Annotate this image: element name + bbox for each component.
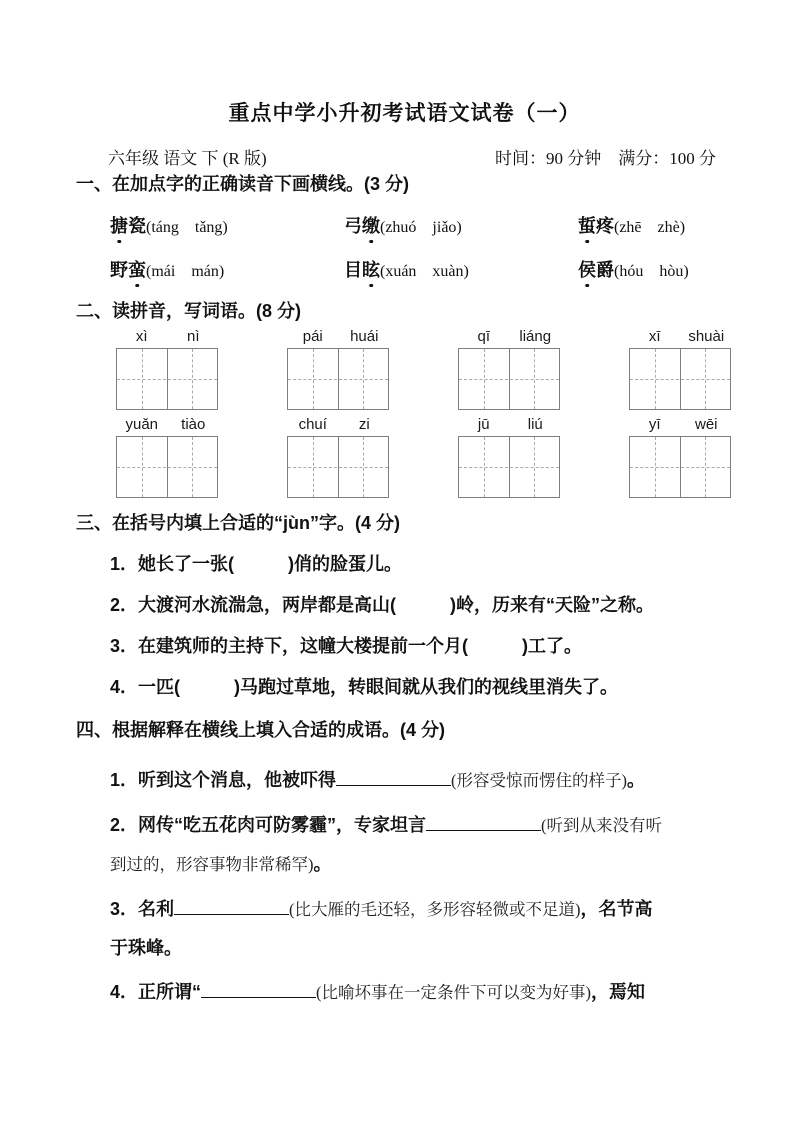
writing-grid-cell [630,437,680,497]
idiom-item: 2．网传“吃五花肉可防雾霾”，专家坦言 (听到从来没有听 到过的，形容事物非常稀罕)。 [110,815,663,874]
answer-blank [336,771,451,786]
writing-grid-cell [680,437,731,497]
writing-grid-cell [167,437,218,497]
writing-grid [458,348,560,410]
idiom-item: 1．听到这个消息，他被吓得 (形容受惊而愣住的样子)。 [110,770,646,790]
pinyin-options: (táng tǎng) [146,219,228,236]
writing-grid [287,436,389,498]
dotted-char: 缴 [362,212,380,240]
writing-grid-cell [167,349,218,409]
answer-blank [174,900,289,915]
writing-grid [116,348,218,410]
pinyin-grid-group [629,328,732,410]
pinyin-grid-group [287,328,390,410]
pinyin-label: yī wēi [648,416,718,433]
writing-grid-cell [117,437,167,497]
answer-blank [426,816,541,831]
pron-item: 搪瓷(táng tǎng) [110,212,344,242]
writing-grid-cell [459,437,509,497]
pinyin-options: (hóu hòu) [614,263,689,280]
pinyin-label: qī liáng [477,328,552,345]
exam-meta [76,147,716,171]
pinyin-grid-group [116,328,219,410]
pinyin-label: yuǎn tiào [125,416,206,433]
section-3-items [76,550,733,701]
dotted-char: 蜇 [578,212,596,240]
pron-item: 弓缴(zhuó jiǎo) [344,212,578,242]
pinyin-grid-group [629,416,732,498]
section-3-heading: 三、在括号内填上合适的“jùn”字。(4 分) [76,513,400,533]
time-score-label: 时间：90 分钟 满分：100 分 [495,149,716,168]
writing-grid-row-1 [116,328,733,410]
pinyin-grid-group [458,416,561,498]
pinyin-label: xì nì [135,328,200,345]
explanation-text: 到过的，形容事物非常稀罕) [110,855,314,874]
section-2-heading: 二、读拼音，写词语。(8 分) [76,301,301,321]
pinyin-label: chuí zi [298,416,370,433]
fill-bracket-item: 1．她长了一张( )俏的脸蛋儿。 [110,554,402,574]
writing-grid [287,348,389,410]
dotted-char: 搪 [110,212,128,240]
writing-grid-cell [509,349,560,409]
idiom-item: 4．正所谓“ (比喻坏事在一定条件下可以变为好事)，焉知 [110,982,646,1002]
pron-row-2 [110,256,733,286]
fill-bracket-item: 2．大渡河水流湍急，两岸都是高山( )岭，历来有“天险”之称。 [110,595,654,615]
pinyin-options: (mái mán) [146,263,225,280]
page-title: 重点中学小升初考试语文试卷（一） [228,102,581,125]
dotted-char: 蛮 [128,256,146,284]
explanation-text: (听到从来没有听 [541,816,663,835]
writing-grid-cell [288,437,338,497]
answer-blank [201,983,316,998]
writing-grid-cell [680,349,731,409]
pinyin-label: pái huái [302,328,379,345]
pinyin-grid-group [116,416,219,498]
section-1-heading: 一、在加点字的正确读音下画横线。(3 分) [76,174,409,194]
dotted-char: 侯 [578,256,596,284]
writing-grid [458,436,560,498]
fill-bracket-item: 3．在建筑师的主持下，这幢大楼提前一个月( )工了。 [110,636,582,656]
pinyin-options: (zhē zhè) [614,219,686,236]
pinyin-grid-group [458,328,561,410]
writing-grid-cell [117,349,167,409]
writing-grid-cell [459,349,509,409]
pinyin-options: (xuán xuàn) [380,263,469,280]
writing-grid [116,436,218,498]
pinyin-grid-group [287,416,390,498]
section-4-heading: 四、根据解释在横线上填入合适的成语。(4 分) [76,720,445,740]
pron-item: 野蛮(mái mán) [110,256,344,286]
writing-grid-cell [338,349,389,409]
pinyin-options: (zhuó jiǎo) [380,219,462,236]
writing-grid-cell [338,437,389,497]
idiom-item: 3．名利 (比大雁的毛还轻，多形容轻微或不足道)，名节高 于珠峰。 [110,899,653,958]
writing-grid-cell [509,437,560,497]
fill-bracket-item: 4．一匹( )马跑过草地，转眼间就从我们的视线里消失了。 [110,677,618,697]
explanation-text: (形容受惊而愣住的样子) [451,771,628,790]
explanation-text: (比喻坏事在一定条件下可以变为好事) [316,983,592,1002]
pinyin-label: jū liú [477,416,543,433]
writing-grid-cell [288,349,338,409]
pron-item: 目眩(xuán xuàn) [344,256,578,286]
explanation-text: (比大雁的毛还轻，多形容轻微或不足道) [289,900,581,919]
pinyin-label: xī shuài [648,328,725,345]
writing-grid [629,436,731,498]
writing-grid-cell [630,349,680,409]
dotted-char: 眩 [362,256,380,284]
writing-grid-row-2 [116,416,733,498]
pron-item: 侯爵(hóu hòu) [578,256,689,286]
writing-grid [629,348,731,410]
section-4-items [76,761,733,1012]
pron-item: 蜇疼(zhē zhè) [578,212,685,242]
grade-subject-label: 六年级 语文 下 (R 版) [108,149,267,168]
pron-row-1 [110,212,733,242]
